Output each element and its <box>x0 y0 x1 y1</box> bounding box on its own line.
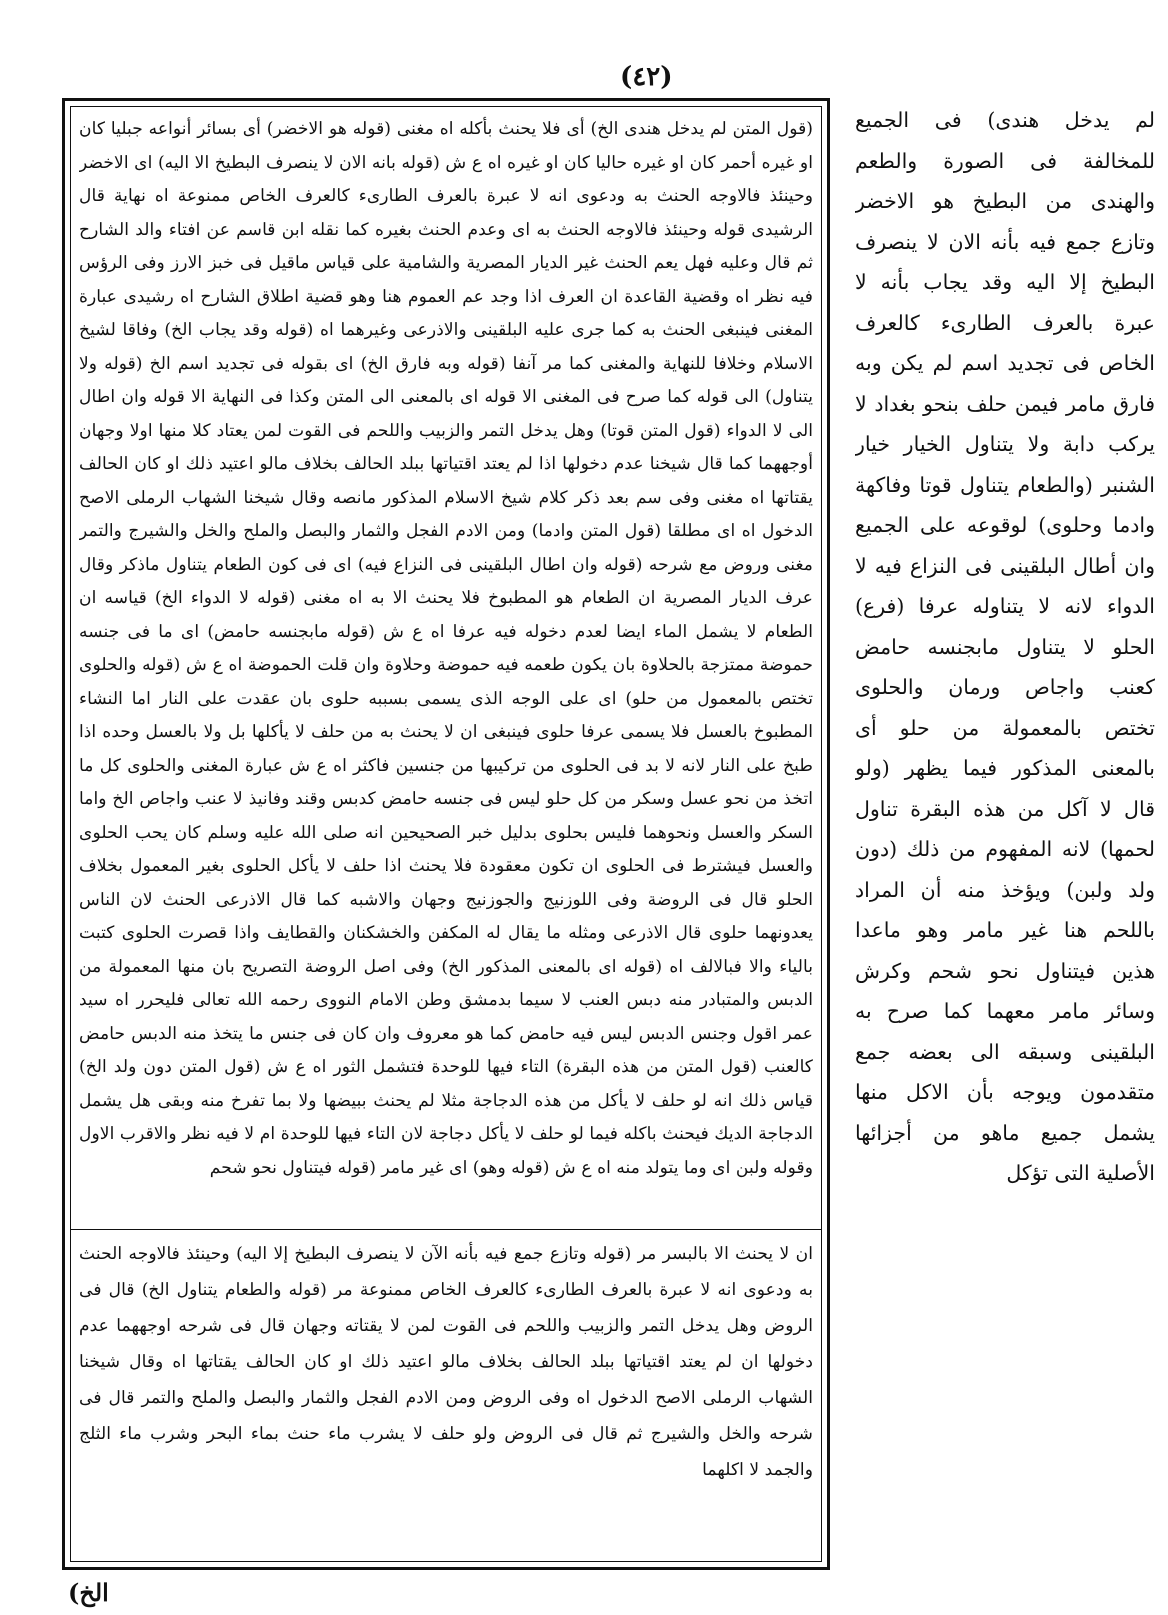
catchword: الخ) <box>68 1578 109 1607</box>
lower-commentary-text: ان لا يحنث الا بالبسر مر (قوله وتازع جمع فيه بأنه الآن لا ينصرف البطيخ إلا اليه) وحينئذ فالاوجه الحنث به ودعوى انه لا عبرة بالعرف الطارىء كالعرف الخاص ممنوعة مر (قوله والطعام يتناول الخ) قال فى الروض وهل يدخل التمر والزبيب واللحم فى القوت لمن لا يقتاته وجهان قال فى شرحه اوجههما عدم دخولها ان لم يعتد اقتياتها ببلد الحالف بخلاف مالو اعتيد ذلك او كان الحالف يقتاتها اه وقال شيخنا الشهاب الرملى الاصح الدخول اه وفى الروض ومن الادم الفجل والثمار والبصل والملح والتمر قال فى شرحه والخل والشيرج ثم قال فى الروض ولو حلف لا يشرب ماء حنث بماء البحر وشرب ماء الثلج والجمد لا اكلهما <box>79 1244 813 1480</box>
commentary-frame <box>62 98 830 1570</box>
section-divider <box>71 1229 821 1230</box>
page-number: (٤٢) <box>620 62 673 92</box>
commentary-text: (قول المتن لم يدخل هندى الخ) أى فلا يحنث بأكله اه مغنى (قوله هو الاخضر) أى بسائر أنواعه جبليا كان او غيره أحمر كان او غيره حاليا كان او غيره اه ع ش (قوله بانه الان لا ينصرف البطيخ الا اليه) اى الاخضر وحينئذ فالاوجه الحنث به ودعوى انه لا عبرة بالعرف الطارىء كالعرف الخاص ممنوعة اه نهاية قال الرشيدى قوله وحينئذ فالاوجه الحنث به اى وعدم الحنث بغيره كما نقله ابن قاسم عن افتاء والد الشارح ثم قال وعليه فهل يعم الحنث غير الديار المصرية والشامية على قياس ماقيل فى خبز الارز وفى الرؤس فيه نظر اه وقضية القاعدة ان العرف اذا وجد عم العموم هنا وهو قضية اطلاق الشارح اه رشيدى عبارة المغنى فينبغى الحنث به كما جرى عليه البلقينى والاذرعى وغيرهما اه (قوله وقد يجاب الخ) وفاقا لشيخ الاسلام وخلافا للنهاية والمغنى كما مر آنفا (قوله وبه فارق الخ) اى بقوله فى تجديد اسم الخ (قوله ولا يتناول) الى قوله كما صرح فى المغنى الا قوله اى بالمعنى الى المتن وكذا فى النهاية الا قوله وان اطال الى لا الدواء (قول المتن قوتا) وهل يدخل التمر والزبيب واللحم فى القوت لمن يعتاد كلا منها اولا وجهان أوجههما كما قال شيخنا عدم دخولها اذا لم يعتد اقتياتها ببلد الحالف بخلاف مالو اعتيد ذلك او كان الحالف يقتاتها اه مغنى وفى سم بعد ذكر كلام شيخ الاسلام المذكور مانصه وقال شيخنا الشهاب الرملى الاصح الدخول اه اى مطلقا (قول المتن وادما) ومن الادم الفجل والثمار والبصل والملح والخل والشيرج والتمر مغنى وروض مع شرحه (قوله وان اطال البلقينى فى النزاع فيه) اى فى كون الطعام يتناول ماذكر وقال عرف الديار المصرية ان الطعام هو المطبوخ فلا يحنث الا به اه مغنى (قوله لا الدواء الخ) قياسه ان الطعام لا يشمل الماء ايضا لعدم دخوله فيه عرفا اه ع ش (قوله مابجنسه حامض) اى ما فى جنسه حموضة ممتزجة بالحلاوة بان يكون طعمه فيه حموضة وحلاوة وان قلت الحموضة اه ع ش (قوله والحلوى تختص بالمعمول من حلو) اى على الوجه الذى يسمى بسببه حلوى بان عقدت على النار اما النشاء المطبوخ بالعسل فلا يسمى عرفا حلوى فينبغى ان لا يحنث به من حلف لا يأكلها بل ولا بالعسل وحده اذا طبخ على النار لانه لا بد فى الحلوى من تركيبها من جنسين فاكثر اه ع ش عبارة المغنى والحلوى كل ما اتخذ من نحو عسل وسكر من كل حلو ليس فى جنسه حامض كدبس وقند وفانيذ لا عنب واجاص الخ واما السكر والعسل ونحوهما فليس بحلوى بدليل خبر الصحيحين انه صلى الله عليه وسلم كان يحب الحلوى والعسل فيشترط فى الحلوى ان تكون معقودة فلا يحنث اذا حلف لا يأكل الحلوى بغير المعمول بخلاف الحلو قال فى الروضة وفى اللوزنيج والجوزنيج وجهان والاشبه كما قال الاذرعى الحنث لان الناس يعدونهما حلوى قال الاذرعى ومثله ما يقال له المكفن والخشكنان والقطايف واذا قصرت الحلوى كتبت بالياء والا فبالالف اه (قوله اى بالمعنى المذكور الخ) وفى اصل الروضة التصريح بان منها المعمولة من الدبس والمتبادر منه دبس العنب لا سيما بدمشق وطن الامام النووى رحمه الله تعالى فليحرر اه سيد عمر اقول وجنس الدبس ليس فيه حامض كما هو معروف وان كان فى جنس ما يتخذ منه الدبس حامض كالعنب (قول المتن من هذه البقرة) التاء فيها للوحدة فتشمل الثور اه ع ش (قول المتن دون ولد الخ) قياس ذلك انه لو حلف لا يأكل من هذه الدجاجة مثلا لم يحنث ببيضها ولا بما تفرخ منه وبقى هل يشمل الدجاجة الديك فيحنث باكله فيما لو حلف لا يأكل دجاجة لان التاء فيها للوحدة ام لا فيه نظر والاقرب الاول وقوله ولبن اى وما يتولد منه اه ع ش (قوله وهو) اى غير مامر (قوله فيتناول نحو شحم <box>79 119 813 1178</box>
margin-main-text: لم يدخل هندى) فى الجميع للمخالفة فى الصورة والطعم والهندى من البطيخ هو الاخضر وتازع جمع فيه بأنه الان لا ينصرف البطيخ إلا اليه وقد يجاب بأنه لا عبرة بالعرف الطارىء كالعرف الخاص فى تجديد اسم لم يكن وبه فارق مامر فيمن حلف بنحو بغداد لا يركب دابة ولا يتناول الخيار خيار الشنبر (والطعام يتناول قوتا وفاكهة وادما وحلوى) لوقوعه على الجميع وان أطال البلقينى فى النزاع فيه لا الدواء لانه لا يتناوله عرفا (فرع) الحلو لا يتناول مابجنسه حامض كعنب واجاص ورمان والحلوى تختص بالمعمولة من حلو أى بالمعنى المذكور فيما يظهر (ولو قال لا آكل من هذه البقرة تناول لحمها) لانه المفهوم من ذلك (دون ولد ولبن) ويؤخذ منه أن المراد باللحم هنا غير مامر وهو ماعدا هذين فيتناول نحو شحم وكرش وسائر مامر معهما كما صرح به البلقينى وسبقه الى بعضه جمع متقدمون ويوجه بأن الاكل منها يشمل جميع ماهو من أجزائها الأصلية التى تؤكل <box>855 108 1155 1185</box>
